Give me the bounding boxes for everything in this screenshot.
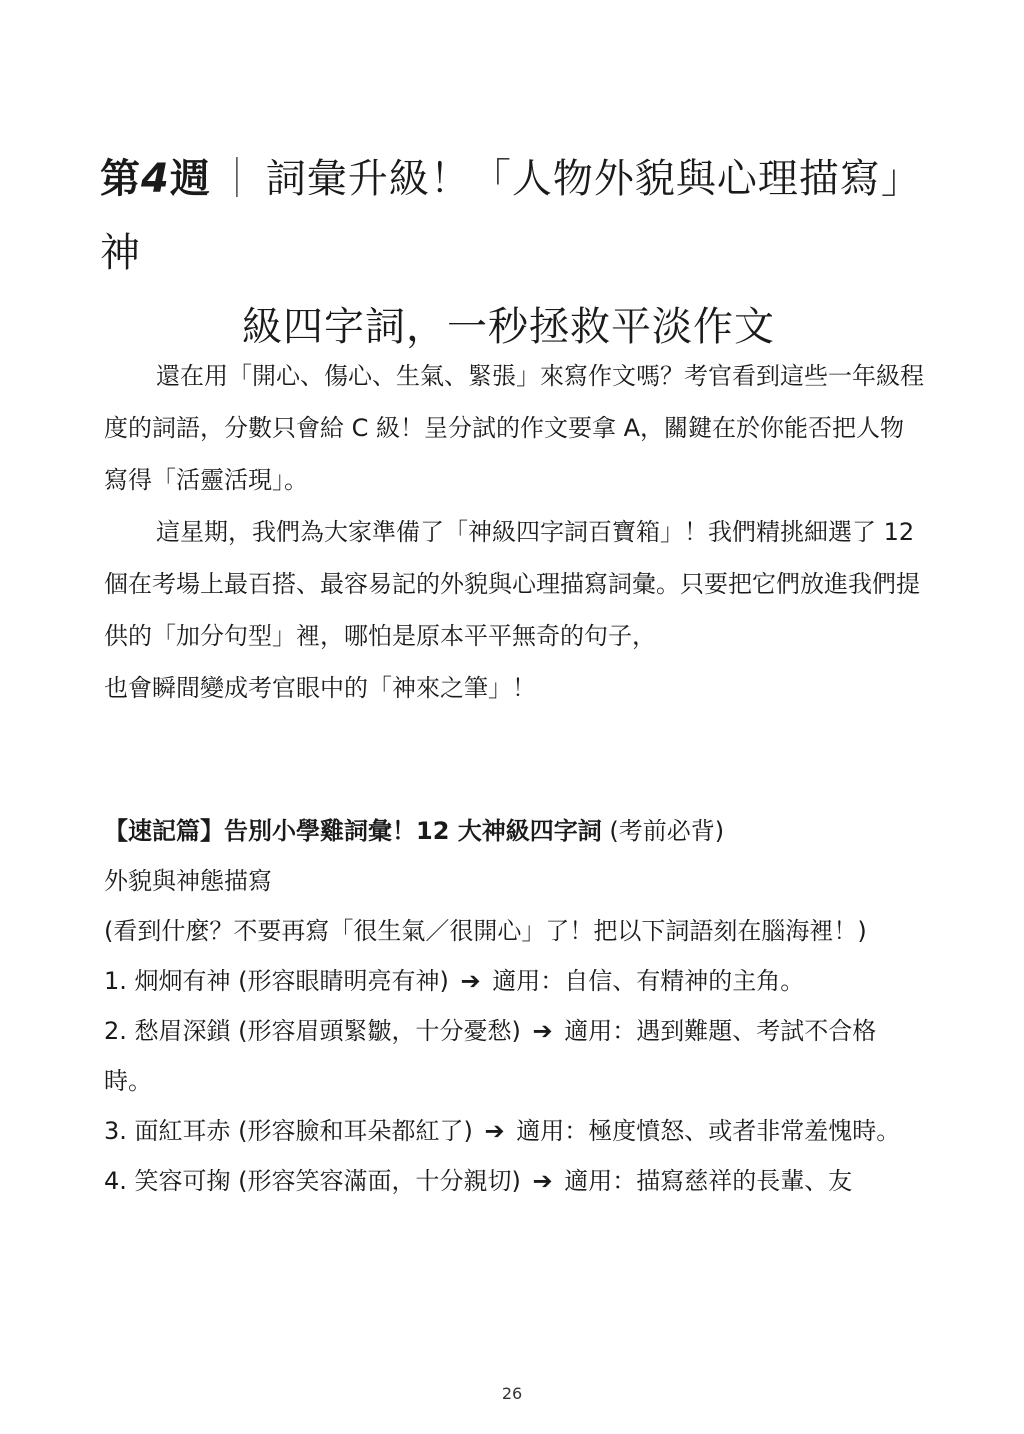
arrow-icon: ➔	[532, 1017, 553, 1045]
vocab-item: 4. 笑容可掬 (形容笑容滿面，十分親切) ➔ 適用：描寫慈祥的長輩、友	[104, 1167, 853, 1195]
page-title	[100, 142, 930, 364]
title-line-1: 詞彙升級！「人物外貌與心理描寫」神	[100, 156, 922, 276]
section-heading: 【速記篇】告別小學雞詞彙！12 大神級四字詞 (考前必背)	[104, 817, 725, 845]
arrow-icon: ➔	[484, 1117, 505, 1145]
intro-paragraph-1: 還在用「開心、傷心、生氣、緊張」來寫作文嗎？考官看到這些一年級程度的詞語，分數只會給 C 級！呈分試的作文要拿 A，關鍵在於你能否把人物寫得「活靈活現」。	[104, 362, 924, 494]
vocabulary-section	[104, 806, 924, 1206]
vocab-item: 1. 炯炯有神 (形容眼睛明亮有神) ➔ 適用：自信、有精神的主角。	[104, 967, 805, 995]
title-separator: ｜	[216, 156, 258, 202]
section-note: (看到什麼？不要再寫「很生氣／很開心」了！把以下詞語刻在腦海裡！)	[104, 917, 867, 945]
arrow-icon: ➔	[460, 967, 481, 995]
vocab-item: 3. 面紅耳赤 (形容臉和耳朵都紅了) ➔ 適用：極度憤怒、或者非常羞愧時。	[104, 1117, 901, 1145]
page-number: 26	[501, 1384, 523, 1403]
intro-paragraph-2-end: 也會瞬間變成考官眼中的「神來之筆」！	[104, 674, 536, 702]
week-label: 第4週	[100, 156, 211, 202]
intro-paragraph-2: 這星期，我們為大家準備了「神級四字詞百寶箱」！我們精挑細選了 12 個在考場上最百搭、最容易記的外貌與心理描寫詞彙。只要把它們放進我們提供的「加分句型」裡，哪怕是原本平平無奇的句子，	[104, 518, 920, 650]
section-subheading: 外貌與神態描寫	[104, 867, 272, 895]
intro-text	[104, 350, 924, 714]
title-line-2: 級四字詞，一秒拯救平淡作文	[242, 304, 775, 350]
vocab-item: 2. 愁眉深鎖 (形容眉頭緊皺，十分憂愁) ➔ 適用：遇到難題、考試不合格時。	[104, 1017, 877, 1095]
arrow-icon: ➔	[532, 1167, 553, 1195]
